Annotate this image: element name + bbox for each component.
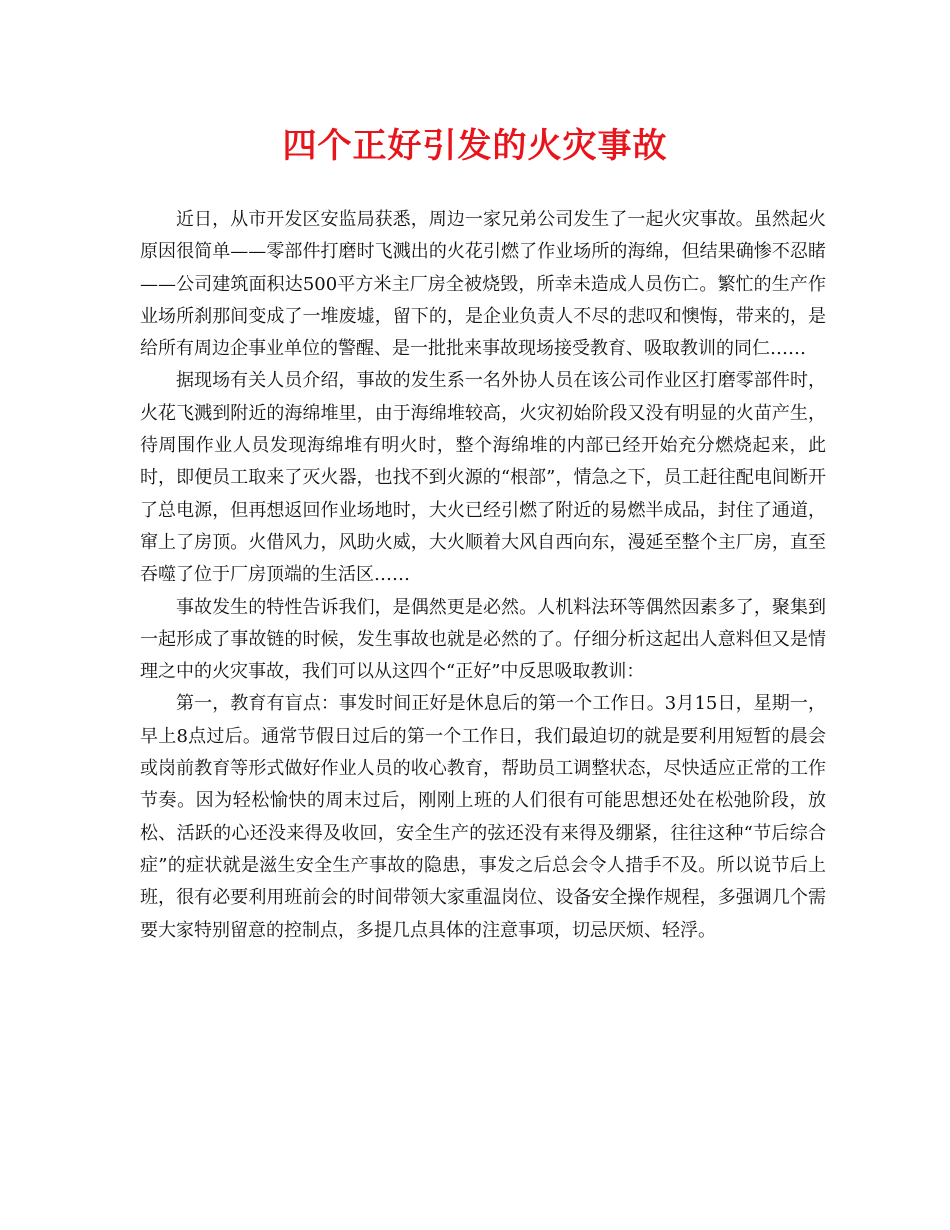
paragraph-2: 据现场有关人员介绍，事故的发生系一名外协人员在该公司作业区打磨零部件时，火花飞溅到附近的海绵堆里，由于海绵堆较高，火灾初始阶段又没有明显的火苗产生，待周围作业人员发现海绵堆有明火时，整个海绵堆的内部已经开始充分燃烧起来，此时，即便员工取来了灭火器，也找不到火源的“根部”，情急之下，员工赶往配电间断开了总电源，但再想返回作业场地时，大火已经引燃了附近的易燃半成品，封住了通道，窜上了房顶。火借风力，风助火威，大火顺着大风自西向东，漫延至整个主厂房，直至吞噬了位于厂房顶端的生活区…… (140, 370, 826, 586)
paragraph-4: 第一，教育有盲点：事发时间正好是休息后的第一个工作日。3月15日，星期一，早上8点过后。通常节假日过后的第一个工作日，我们最迫切的就是要利用短暂的晨会或岗前教育等形式做好作业人员的收心教育，帮助员工调整状态，尽快适应正常的工作节奏。因为轻松愉快的周末过后，刚刚上班的人们很有可能思想还处在松弛阶段，放松、活跃的心还没来得及收回，安全生产的弦还没有来得及绷紧，往往这种“节后综合症”的症状就是滋生安全生产事故的隐患，事发之后总会令人措手不及。所以说节后上班，很有必要利用班前会的时间带领大家重温岗位、设备安全操作规程，多强调几个需要大家特别留意的控制点，多提几点具体的注意事项，切忌厌烦、轻浮。 (140, 693, 826, 941)
document-body (140, 204, 826, 947)
paragraph-3: 事故发生的特性告诉我们，是偶然更是必然。人机料法环等偶然因素多了，聚集到一起形成了事故链的时候，发生事故也就是必然的了。仔细分析这起出人意料但又是情理之中的火灾事故，我们可以从这四个“正好”中反思吸取教训： (140, 596, 826, 683)
paragraph-1: 近日，从市开发区安监局获悉，周边一家兄弟公司发生了一起火灾事故。虽然起火原因很简单——零部件打磨时飞溅出的火花引燃了作业场所的海绵，但结果确惨不忍睹——公司建筑面积达500平方米主厂房全被烧毁，所幸未造成人员伤亡。繁忙的生产作业场所刹那间变成了一堆废墟，留下的，是企业负责人不尽的悲叹和懊悔，带来的，是给所有周边企事业单位的警醒、是一批批来事故现场接受教育、吸取教训的同仁…… (140, 209, 826, 360)
document-title: 四个正好引发的火灾事故 (282, 126, 668, 166)
